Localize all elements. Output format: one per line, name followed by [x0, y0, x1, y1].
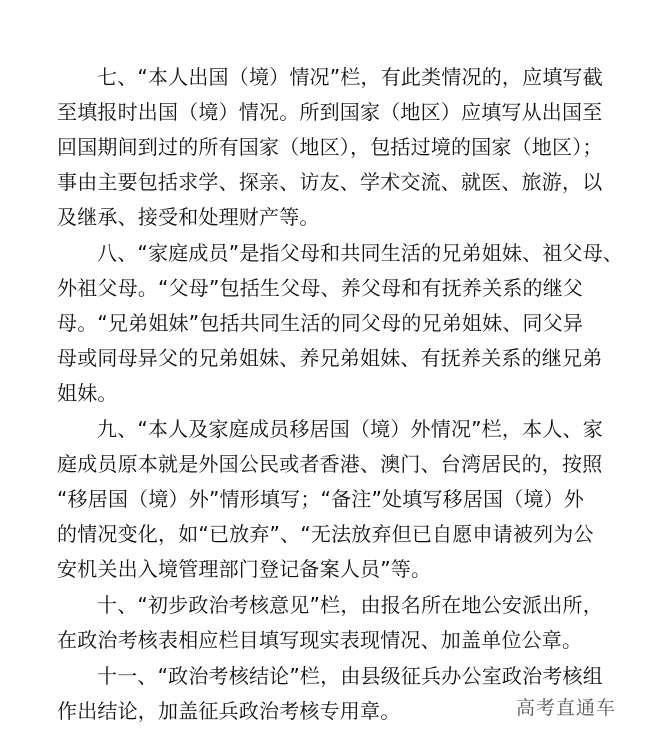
- text-line: “移居国（境）外”情形填写；“备注”处填写移居国（境）外: [57, 487, 585, 511]
- text-line: 事由主要包括求学、探亲、访友、学术交流、就医、旅游，以: [57, 170, 603, 194]
- text-line: 九、“本人及家庭成员移居国（境）外情况”栏，本人、家: [97, 417, 603, 441]
- paragraph-item-9: [57, 412, 603, 587]
- paragraph-item-11: [57, 659, 603, 729]
- document-body: [57, 60, 624, 729]
- text-line: 七、“本人出国（境）情况”栏，有此类情况的，应填写截: [97, 65, 603, 89]
- text-line: 安机关出入境管理部门登记备案人员”等。: [57, 557, 432, 581]
- paragraph-item-8: [57, 236, 624, 411]
- paragraph-item-10: [57, 588, 603, 658]
- text-line: 回国期间到过的所有国家（地区），包括过境的国家（地区）；: [57, 135, 603, 159]
- text-line: 在政治考核表相应栏目填写现实表现情况、加盖单位公章。: [57, 628, 583, 652]
- watermark-label: 高考直通车: [515, 697, 616, 719]
- text-line: 外祖父母。“父母”包括生父母、养父母和有抚养关系的继父: [57, 276, 584, 300]
- text-line: 庭成员原本就是外国公民或者香港、澳门、台湾居民的，按照: [57, 452, 603, 476]
- text-line: 十、“初步政治考核意见”栏，由报名所在地公安派出所，: [97, 593, 603, 617]
- paragraph-item-7: [57, 60, 603, 235]
- text-line: 母。“兄弟姐妹”包括共同生活的同父母的兄弟姐妹、同父异: [57, 311, 584, 335]
- text-line: 至填报时出国（境）情况。所到国家（地区）应填写从出国至: [57, 100, 603, 124]
- text-line: 及继承、接受和处理财产等。: [57, 205, 320, 229]
- text-line: 的情况变化，如“已放弃”、“无法放弃但已自愿申请被列为公: [57, 522, 594, 546]
- text-line: 八、“家庭成员”是指父母和共同生活的兄弟姐妹、祖父母、: [97, 241, 624, 265]
- text-line: 母或同母异父的兄弟姐妹、养兄弟姐妹、有抚养关系的继兄弟: [57, 346, 603, 370]
- text-line: 十一、“政治考核结论”栏，由县级征兵办公室政治考核组: [97, 664, 603, 688]
- text-line: 姐妹。: [57, 381, 118, 405]
- text-line: 作出结论，加盖征兵政治考核专用章。: [57, 699, 401, 723]
